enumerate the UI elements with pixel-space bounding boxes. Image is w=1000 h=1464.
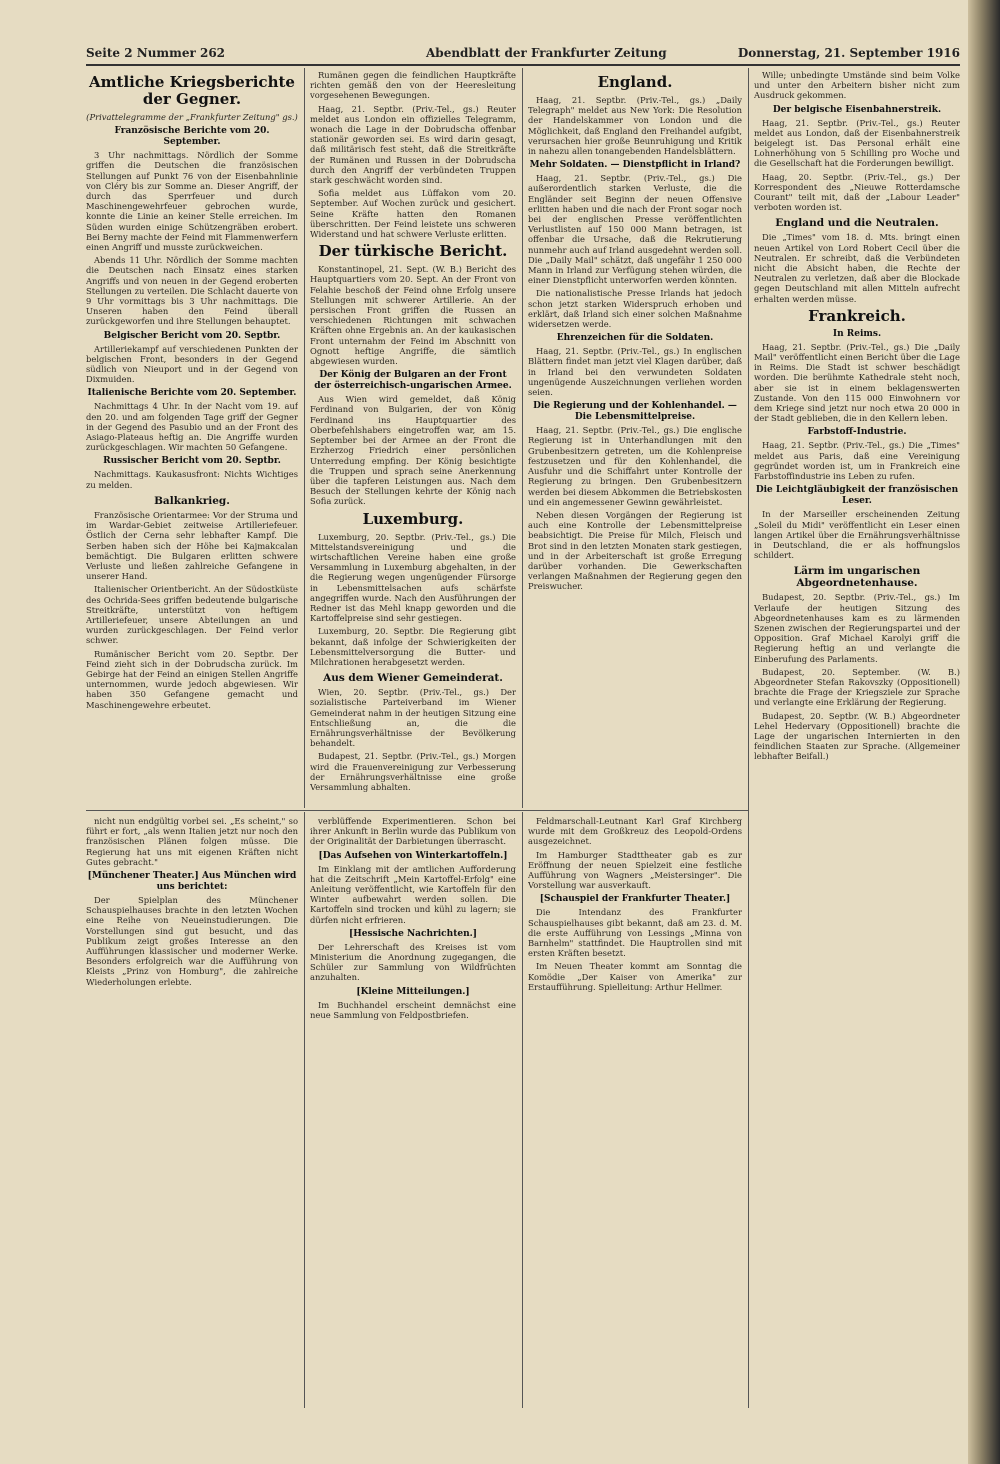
header-date: Donnerstag, 21. September 1916 xyxy=(737,46,960,60)
paragraph: Budapest, 21. Septbr. (Priv.-Tel., gs.) Morgen wird die Frauenvereinigung zur Verbesserung der Ernährungsverhältnisse eine große Versammlung abhalten. xyxy=(310,751,516,792)
column-turkish-report xyxy=(310,70,516,808)
column-england xyxy=(528,70,742,808)
section-heading: Die Leichtgläubigkeit der französischen Leser. xyxy=(755,485,959,507)
section-heading: Farbstoff-Industrie. xyxy=(807,427,907,438)
paragraph: Wille; unbedingte Umstände sind beim Volke und unter den Arbeitern bisher nicht zum Ausdruck gekommen. xyxy=(754,70,960,101)
article-subtitle: (Privattelegramme der „Frankfurter Zeitung" gs.) xyxy=(86,112,298,122)
paragraph: Budapest, 20. Septbr. (W. B.) Abgeordneter Lehel Hedervary (Oppositionell) brachte die Lage der ungarischen Internierten in den feindlichen Staaten zur Sprache. (Allgemeiner lebhafter Beifall.) xyxy=(754,710,960,762)
paragraph: Haag, 21. Septbr. (Priv.-Tel., gs.) In englischen Blättern findet man jetzt viel Klagen darüber, daß in Irland bei den verwundeten Soldaten ungenügende Auszeichnungen verliehen worden seien. xyxy=(528,346,742,398)
paragraph: verblüffende Experimentieren. Schon bei ihrer Ankunft in Berlin wurde das Publikum von der Originalität der Darbietungen überrascht. xyxy=(310,816,516,847)
paragraph: Haag, 21. Septbr. (Priv.-Tel., gs.) Reuter meldet aus London ein offizielles Telegramm, wonach die Lage in der Dobrudscha offenbar stationär geworden sei. Es wird darin gesagt, daß militärisch fest steht, daß die Streitkräfte der Rumänen und Russen in der Dobrudscha durch den Angriff der verbündeten Truppen stark geschwächt worden sind. xyxy=(310,103,516,186)
column-rule xyxy=(304,812,305,1408)
paragraph: Der Spielplan des Münchener Schauspielhauses brachte in den letzten Wochen eine Reihe von Neueinstudierungen. Die Vorstellungen sind gut besucht, und das Publikum zeigt großes Interesse an den Aufführungen klassischer und moderner Werke. Besonders erfolgreich war die Aufführung von Kleists „Prinz von Homburg", die zahlreiche Wiederholungen erlebte. xyxy=(86,895,298,987)
paragraph: Nachmittags. Kaukasusfront: Nichts Wichtiges zu melden. xyxy=(86,469,298,490)
section-heading: Der belgische Eisenbahnerstreik. xyxy=(772,104,942,115)
article-title: England. xyxy=(597,73,673,91)
paragraph: Im Buchhandel erscheint demnächst eine neue Sammlung von Feldpostbriefen. xyxy=(310,999,516,1020)
section-divider xyxy=(86,810,748,811)
paragraph: Feldmarschall-Leutnant Karl Graf Kirchberg wurde mit dem Großkreuz des Leopold-Ordens ausgezeichnet. xyxy=(528,816,742,847)
binding-spine xyxy=(968,0,1000,1464)
column-war-reports xyxy=(86,70,298,808)
paragraph: Haag, 21. Septbr. (Priv.-Tel., gs.) Reuter meldet aus London, daß der Eisenbahnerstreik beigelegt ist. Das Personal erhält eine Lohnerhöhung von 5 Schilling pro Woche und die Gesellschaft hat die Forderungen bewilligt. xyxy=(754,117,960,169)
paragraph: Haag, 21. Septbr. (Priv.-Tel., gs.) Die englische Regierung ist in Unterhandlungen mit den Grubenbesitzern getreten, um die Kohlenpreise festzusetzen und für den Kohlenhandel, die Ausfuhr und die Schiffahrt unter Kontrolle der Regierung zu bringen. Den Grubenbesitzern werden bei diesem Abkommen die Betriebskosten und ein angemessener Gewinn gewährleistet. xyxy=(528,425,742,507)
paragraph: Im Einklang mit der amtlichen Aufforderung hat die Zeitschrift „Mein Kartoffel-Erfolg" eine Anleitung veröffentlicht, wie Kartoffeln für den Winter aufbewahrt werden sollen. Die Kartoffeln sind trocken und kühl zu lagern; sie dürfen nicht erfrieren. xyxy=(310,863,516,925)
paragraph: Die Intendanz des Frankfurter Schauspielhauses gibt bekannt, daß am 23. d. M. die erste Aufführung von Lessings „Minna von Barnhelm" stattfindet. Die Hauptrollen sind mit ersten Kräften besetzt. xyxy=(528,907,742,959)
section-heading: Die Regierung und der Kohlenhandel. — Die Lebensmittelpreise. xyxy=(533,401,737,423)
paragraph: Budapest, 20. Septbr. (Priv.-Tel., gs.) Im Verlaufe der heutigen Sitzung des Abgeordnetenhauses kam es zu lärmenden Szenen zwischen der Regierungspartei und der Opposition. Graf Michael Karolyi griff die Regierung heftig an und verlangte die Einberufung des Parlaments. xyxy=(754,592,960,664)
paragraph: Nachmittags 4 Uhr. In der Nacht vom 19. auf den 20. und am folgenden Tage griff der Gegner in der Gegend des Pasubio und an der Front des Asiago-Plateaus heftig an. Die Angriffe wurden zurückgeschlagen. Wir machten 50 Gefangene. xyxy=(86,401,298,453)
column-feuilleton-1 xyxy=(86,816,298,1406)
paragraph: Der Lehrerschaft des Kreises ist vom Ministerium die Anordnung zugegangen, die Schüler zur Sammlung von Wildfrüchten anzuhalten. xyxy=(310,941,516,983)
section-heading: Mehr Soldaten. — Dienstpflicht in Irland? xyxy=(529,160,741,171)
paragraph: Wien, 20. Septbr. (Priv.-Tel., gs.) Der sozialistische Parteiverband im Wiener Gemeinderat nahm in der heutigen Sitzung eine Entschließung an, die die Ernährungsverhältnisse der Bevölkerung behandelt. xyxy=(310,687,516,749)
column-feuilleton-2 xyxy=(310,816,516,1406)
section-heading: In Reims. xyxy=(832,328,882,339)
section-heading: [Das Aufsehen von Winterkartoffeln.] xyxy=(318,850,508,861)
page-header xyxy=(86,44,960,66)
column-neutrals-france-hungary xyxy=(754,70,960,1406)
paragraph: Abends 11 Uhr. Nördlich der Somme machten die Deutschen nach Einsatz eines starken Angriffs und von neuen in der Gegend eroberten Stellungen zu verteilen. Die Schlacht dauerte von 9 Uhr vormittags bis 3 Uhr nachmittags. Die Unseren haben den Feind überall zurückgeworfen und ihre Stellungen behauptet. xyxy=(86,255,298,327)
paragraph: Rumänen gegen die feindlichen Hauptkräfte richten gemäß den von der Heeresleitung vorgesehenen Bewegungen. xyxy=(310,70,516,101)
paragraph: Sofia meldet aus Lüffakon vom 20. September. Auf Wochen zurück und gesichert. Seine Kräfte hatten den Romanen überschritten. Der Feind leistete uns schweren Widerstand und hat schwere Verluste erlitten. xyxy=(310,188,516,240)
section-heading: [Kleine Mitteilungen.] xyxy=(356,986,470,997)
section-heading: [Hessische Nachrichten.] xyxy=(348,928,478,939)
section-heading: Ehrenzeichen für die Soldaten. xyxy=(556,333,714,344)
section-title: Lärm im ungarischen Abgeordnetenhause. xyxy=(793,565,921,590)
paragraph: Im Hamburger Stadttheater gab es zur Eröffnung der neuen Spielzeit eine festliche Aufführung von Wagners „Meistersinger". Die Vorstellung war ausverkauft. xyxy=(528,849,742,891)
section-heading: Russischer Bericht vom 20. Septbr. xyxy=(103,456,281,467)
header-page-number: Seite 2 Nummer 262 xyxy=(86,46,226,60)
column-rule xyxy=(522,68,523,808)
section-heading: [Münchener Theater.] Aus München wird uns berichtet: xyxy=(87,871,297,893)
section-title: England und die Neutralen. xyxy=(775,217,939,230)
paragraph: Rumänischer Bericht vom 20. Septbr. Der Feind zieht sich in der Dobrudscha zurück. Im Gebirge hat der Feind an einigen Stellen Angriffe unternommen, wurde jedoch abgewiesen. Wir haben 350 Gefangene gemacht und Maschinengewehre erbeutet. xyxy=(86,648,298,710)
paragraph: Luxemburg, 20. Septbr. (Priv.-Tel., gs.) Die Mittelstandsvereinigung und die wirtschaftlichen Vereine haben eine große Versammlung in Luxemburg abgehalten, in der die Regierung wegen ungenügender Fürsorge in Lebensmittelsachen aufs schärfste angegriffen wurde. Nach den Ausführungen der Redner ist das Mehl knapp geworden und die Kartoffelpreise sind sehr gestiegen. xyxy=(310,531,516,624)
paragraph: Haag, 21. Septbr. (Priv.-Tel., gs.) „Daily Telegraph" meldet aus New York: Die Resolution der Handelskammer von London und die Möglichkeit, daß England den Freihandel aufgibt, verursachen hier große Beunruhigung und Kritik in nahezu allen tonangebenden Handelsblättern. xyxy=(528,95,742,157)
column-rule xyxy=(522,812,523,1408)
article-title: Amtliche Kriegsberichte der Gegner. xyxy=(89,73,295,108)
paragraph: Haag, 21. Septbr. (Priv.-Tel., gs.) Die außerordentlich starken Verluste, die die Engländer seit Beginn der neuen Offensive erlitten haben und die nach der Front sogar noch bei der englischen Presse veröffentlichten Verlustlisten auf 150 000 Mann betragen, ist offenbar die Ursache, daß die Rekrutierung nunmehr auch auf Irland ausgedehnt werden soll. Die „Daily Mail" schätzt, daß ungefähr 1 250 000 Mann in Irland zur Verfügung stehen würden, die einer Dienstpflicht unterworfen werden könnten. xyxy=(528,173,742,286)
paragraph: Luxemburg, 20. Septbr. Die Regierung gibt bekannt, daß infolge der Schwierigkeiten der Lebensmittelversorgung die Butter- und Milchrationen herabgesetzt werden. xyxy=(310,626,516,667)
section-heading: Italienische Berichte vom 20. September. xyxy=(87,388,297,399)
article-title: Der türkische Bericht. xyxy=(318,242,508,261)
article-title: Frankreich. xyxy=(808,306,906,325)
article-title: Luxemburg. xyxy=(362,509,464,528)
section-title: Aus dem Wiener Gemeinderat. xyxy=(323,672,503,685)
paragraph: Im Neuen Theater kommt am Sonntag die Komödie „Der Kaiser von Amerika" zur Erstaufführung. Spielleitung: Arthur Hellmer. xyxy=(528,961,742,992)
paragraph: Artilleriekampf auf verschiedenen Punkten der belgischen Front, besonders in der Gegend südlich von Nieuport und in der Gegend von Dixmuiden. xyxy=(86,343,298,385)
section-heading: Französische Berichte vom 20. September. xyxy=(114,126,270,148)
paragraph: Die nationalistische Presse Irlands hat jedoch schon jetzt starken Widerspruch erhoben und erklärt, daß Irland sich einer solchen Maßnahme widersetzen werde. xyxy=(528,288,742,330)
paragraph: Konstantinopel, 21. Sept. (W. B.) Bericht des Hauptquartiers vom 20. Sept. An der Front von Felahie beschoß der Feind ohne Erfolg unsere Stellungen mit schwerer Artillerie. An der persischen Front griffen die Russen an verschiedenen Richtungen mit schwachen Kräften ohne Ergebnis an. An der kaukasischen Front unternahm der Feind im Abschnitt von Ognott heftige Angriffe, die sämtlich abgewiesen wurden. xyxy=(310,264,516,367)
section-title: Balkankrieg. xyxy=(154,494,230,507)
paragraph: Haag, 21. Septbr. (Priv.-Tel., gs.) Die „Times" meldet aus Paris, daß eine Vereinigung gegründet worden ist, um in Frankreich eine Farbstoffindustrie ins Leben zu rufen. xyxy=(754,440,960,482)
paragraph: Französische Orientarmee: Vor der Struma und im Wardar-Gebiet zeitweise Artilleriefeuer. Östlich der Cerna sehr lebhafter Kampf. Die Serben haben sich der Höhe bei Kajmakcalan bemächtigt. Die Bulgaren erlitten schwere Verluste und ließen zahlreiche Gefangene in unserer Hand. xyxy=(86,509,298,582)
paragraph: Neben diesen Vorgängen der Regierung ist auch eine Kontrolle der Lebensmittelpreise beabsichtigt. Die Preise für Milch, Fleisch und Brot sind in den letzten Monaten stark gestiegen, und in der Arbeiterschaft ist große Erregung darüber vorhanden. Die Gewerkschaften verlangen Maßnahmen der Regierung gegen den Preiswucher. xyxy=(528,509,742,592)
header-paper-title: Abendblatt der Frankfurter Zeitung xyxy=(426,46,667,60)
column-rule xyxy=(748,68,749,1408)
paragraph: Italienischer Orientbericht. An der Südostküste des Ochrida-Sees griffen bedeutende bulgarische Streitkräfte, unterstützt von heftigem Artilleriefeuer, unsere Abteilungen an und wurden zurückgeschlagen. Der Feind verlor schwer. xyxy=(86,584,298,646)
section-heading: Der König der Bulgaren an der Front der österreichisch-ungarischen Armee. xyxy=(314,370,512,392)
paragraph: Haag, 21. Septbr. (Priv.-Tel., gs.) Die „Daily Mail" veröffentlicht einen Bericht über die Lage in Reims. Die Stadt ist schwer beschädigt worden. Die berühmte Kathedrale steht noch, aber sie ist in einem beklagenswerten Zustande. Von den 115 000 Einwohnern vor dem Kriege sind jetzt nur noch etwa 20 000 in der Stadt geblieben, die in den Kellern leben. xyxy=(754,341,960,424)
paragraph: Haag, 20. Septbr. (Priv.-Tel., gs.) Der Korrespondent des „Nieuwe Rotterdamsche Courant" teilt mit, daß der „Labour Leader" verboten worden ist. xyxy=(754,171,960,213)
section-heading: Belgischer Bericht vom 20. Septbr. xyxy=(103,330,281,341)
paragraph: Die „Times" vom 18. d. Mts. bringt einen neuen Artikel von Lord Robert Cecil über die Neutralen. Er schreibt, daß die Verbündeten nicht die Absicht haben, die Rechte der Neutralen zu verletzen, daß aber die Blockade gegen Deutschland mit allen Mitteln aufrecht erhalten werden müsse. xyxy=(754,232,960,304)
paragraph: Aus Wien wird gemeldet, daß König Ferdinand von Bulgarien, der von König Ferdinand ins Hauptquartier des Oberbefehlshabers eingetroffen war, am 15. September bei der Armee an der Front die Erzherzog Friedrich einer persönlichen Unterredung empfing. Der König besichtigte die Truppen und sprach seine Anerkennung über die tapferen Leistungen aus. Nach dem Besuch der Stellungen kehrte der König nach Sofia zurück. xyxy=(310,394,516,507)
column-rule xyxy=(304,68,305,808)
paragraph: In der Marseiller erscheinenden Zeitung „Soleil du Midi" veröffentlicht ein Leser einen langen Artikel über die Ernährungsverhältnisse in Deutschland, die er als hoffnungslos schildert. xyxy=(754,509,960,561)
paragraph: Budapest, 20. September. (W. B.) Abgeordneter Stefan Rakovszky (Oppositionell) brachte die Frage der Kriegsziele zur Sprache und verlangte eine Erklärung der Regierung. xyxy=(754,666,960,708)
paragraph: nicht nun endgültig vorbei sei. „Es scheint," so führt er fort, „als wenn Italien jetzt nur noch den französischen Plänen folgen müsse. Die Regierung hat uns mit eigenen Kräften nicht Gutes gebracht." xyxy=(86,816,298,867)
paragraph: 3 Uhr nachmittags. Nördlich der Somme griffen die Deutschen die französischen Stellungen auf Punkt 76 von der Eisenbahnlinie von Cléry bis zur Somme an. Dieser Angriff, der durch das Sperrfeuer und durch Maschinengewehrfeuer gebrochen wurde, konnte die Linie an keiner Stelle erreichen. Im Süden wurden einige Schützengräben erobert. Bei Berny machte der Feind mit Flammenwerfern einen Angriff und musste zurückweichen. xyxy=(86,150,298,253)
column-feuilleton-3 xyxy=(528,816,742,1406)
section-heading: [Schauspiel der Frankfurter Theater.] xyxy=(539,894,731,905)
